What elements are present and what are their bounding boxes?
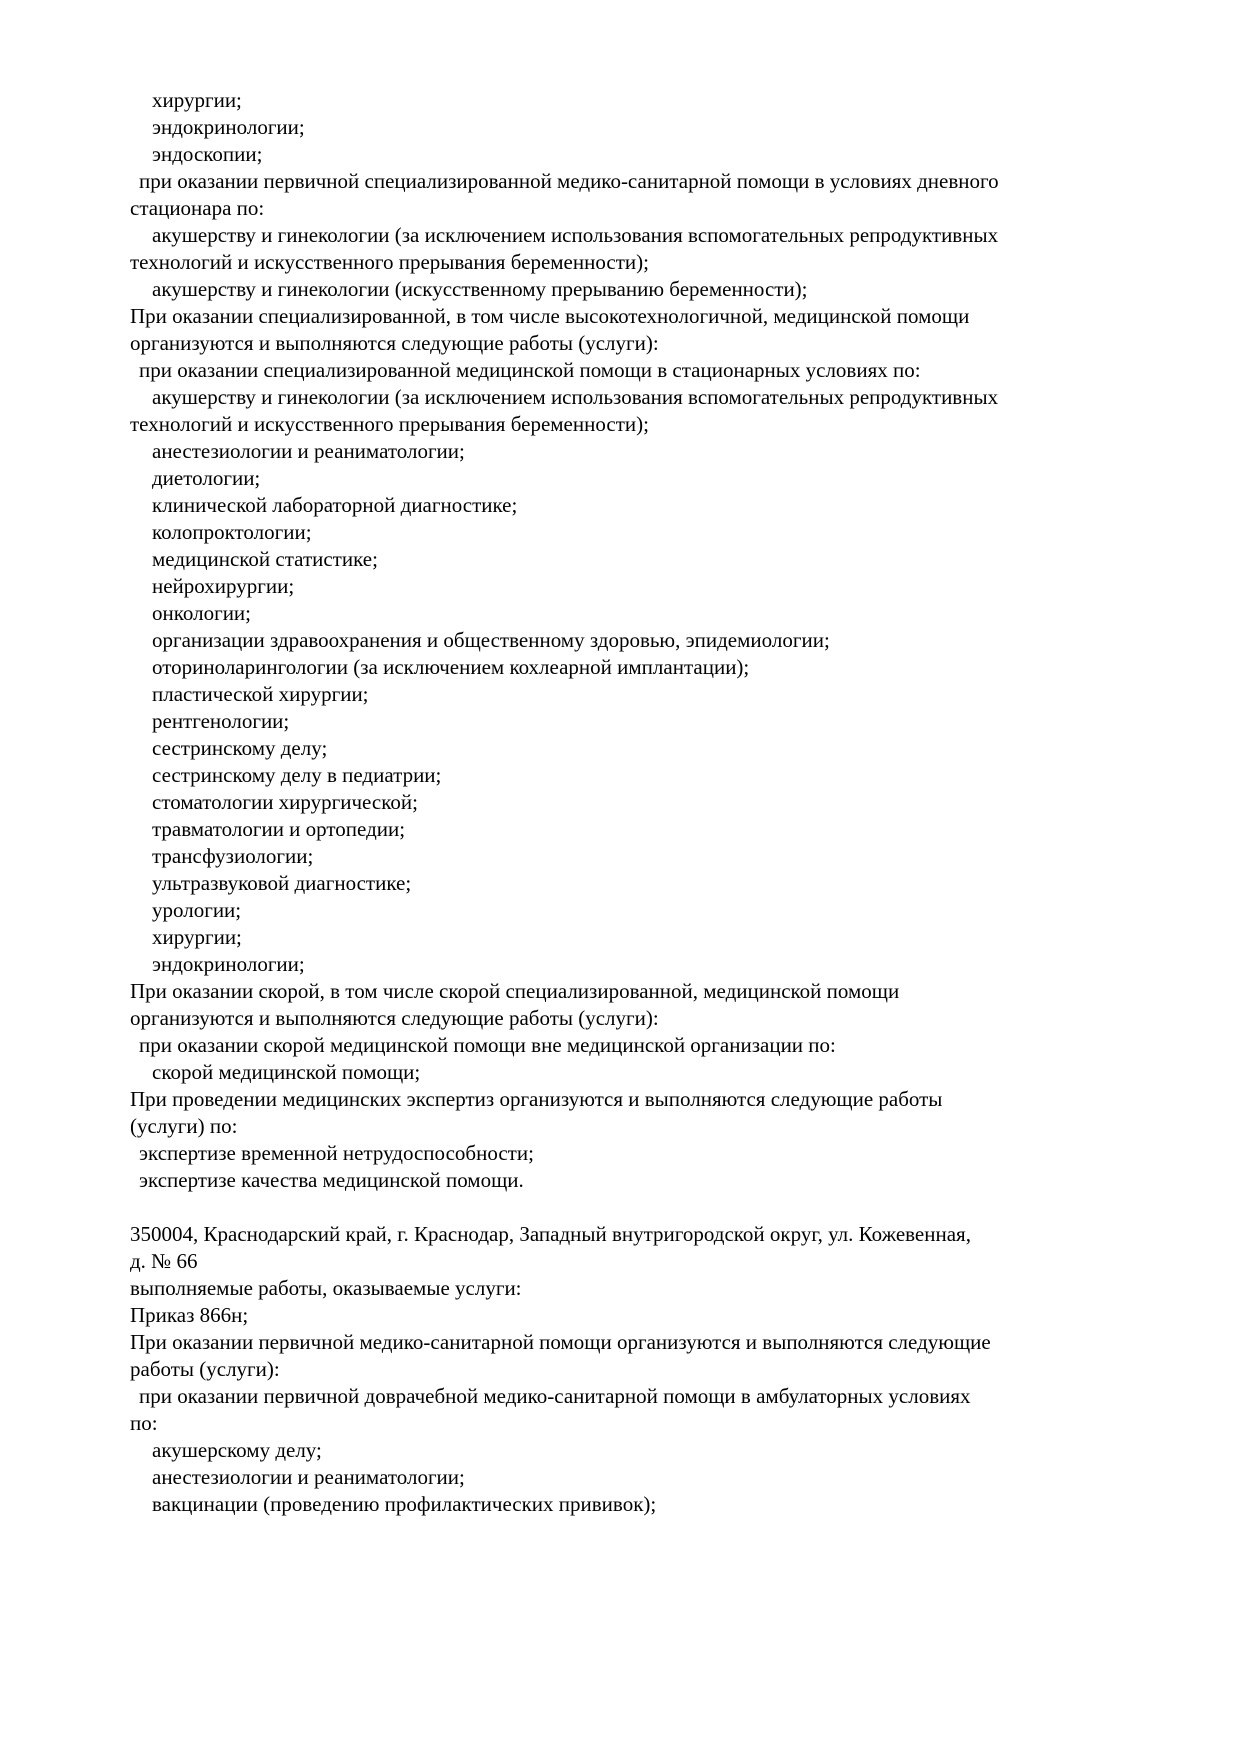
- document-line: сестринскому делу в педиатрии;: [152, 763, 442, 787]
- document-line: акушерству и гинекологии (за исключением использования вспомогательных репродуктивных: [152, 223, 999, 247]
- document-line: акушерскому делу;: [152, 1438, 322, 1462]
- document-line: пластической хирургии;: [152, 682, 369, 706]
- document-line: рентгенологии;: [152, 709, 290, 733]
- document-line: стоматологии хирургической;: [152, 790, 418, 814]
- document-line: при оказании скорой медицинской помощи вне медицинской организации по:: [139, 1033, 836, 1057]
- document-line: хирургии;: [152, 88, 242, 112]
- document-line: [130, 1194, 1140, 1221]
- document-line: эндоскопии;: [152, 142, 263, 166]
- document-line: При проведении медицинских экспертиз организуются и выполняются следующие работы: [130, 1087, 943, 1111]
- document-line: при оказании специализированной медицинской помощи в стационарных условиях по:: [139, 358, 921, 382]
- document-line: диетологии;: [152, 466, 261, 490]
- document-line: онкологии;: [152, 601, 252, 625]
- document-line: колопроктологии;: [152, 520, 312, 544]
- document-line: хирургии;: [152, 925, 242, 949]
- document-line: травматологии и ортопедии;: [152, 817, 406, 841]
- document-line: анестезиологии и реаниматологии;: [152, 1465, 465, 1489]
- document-line: д. № 66: [130, 1249, 198, 1273]
- document-line: технологий и искусственного прерывания беременности);: [130, 250, 649, 274]
- document-line: организуются и выполняются следующие работы (услуги):: [130, 331, 659, 355]
- document-line: При оказании специализированной, в том числе высокотехнологичной, медицинской помощи: [130, 304, 970, 328]
- document-line: ультразвуковой диагностике;: [152, 871, 412, 895]
- document-line: клинической лабораторной диагностике;: [152, 493, 518, 517]
- document-line: экспертизе качества медицинской помощи.: [139, 1168, 524, 1192]
- document-line: выполняемые работы, оказываемые услуги:: [130, 1276, 522, 1300]
- document-line: по:: [130, 1411, 158, 1435]
- document-line: технологий и искусственного прерывания беременности);: [130, 412, 649, 436]
- document-line: работы (услуги):: [130, 1357, 280, 1381]
- document-line: (услуги) по:: [130, 1114, 238, 1138]
- document-line: стационара по:: [130, 196, 265, 220]
- document-line: акушерству и гинекологии (искусственному прерыванию беременности);: [152, 277, 808, 301]
- document-line: урологии;: [152, 898, 242, 922]
- document-line: эндокринологии;: [152, 952, 305, 976]
- document-line: при оказании первичной специализированной медико-санитарной помощи в условиях дневного: [139, 169, 999, 193]
- document-line: 350004, Краснодарский край, г. Краснодар, Западный внутригородской округ, ул. Кожевенная,: [130, 1222, 971, 1246]
- document-line: При оказании первичной медико-санитарной помощи организуются и выполняются следующие: [130, 1330, 991, 1354]
- document-line: сестринскому делу;: [152, 736, 328, 760]
- document-line: вакцинации (проведению профилактических прививок);: [152, 1492, 657, 1516]
- document-line: При оказании скорой, в том числе скорой специализированной, медицинской помощи: [130, 979, 900, 1003]
- document-line: акушерству и гинекологии (за исключением использования вспомогательных репродуктивных: [152, 385, 999, 409]
- document-line: экспертизе временной нетрудоспособности;: [139, 1141, 534, 1165]
- document-line: при оказании первичной доврачебной медико-санитарной помощи в амбулаторных условиях: [139, 1384, 971, 1408]
- document-line: нейрохирургии;: [152, 574, 295, 598]
- document-line: эндокринологии;: [152, 115, 305, 139]
- document-line: анестезиологии и реаниматологии;: [152, 439, 465, 463]
- document-line: медицинской статистике;: [152, 547, 378, 571]
- document-line: скорой медицинской помощи;: [152, 1060, 421, 1084]
- document-line: организации здравоохранения и общественному здоровью, эпидемиологии;: [152, 628, 830, 652]
- document-line: оториноларингологии (за исключением кохлеарной имплантации);: [152, 655, 750, 679]
- document-line: трансфузиологии;: [152, 844, 314, 868]
- document-line: организуются и выполняются следующие работы (услуги):: [130, 1006, 659, 1030]
- document-line: Приказ 866н;: [130, 1303, 249, 1327]
